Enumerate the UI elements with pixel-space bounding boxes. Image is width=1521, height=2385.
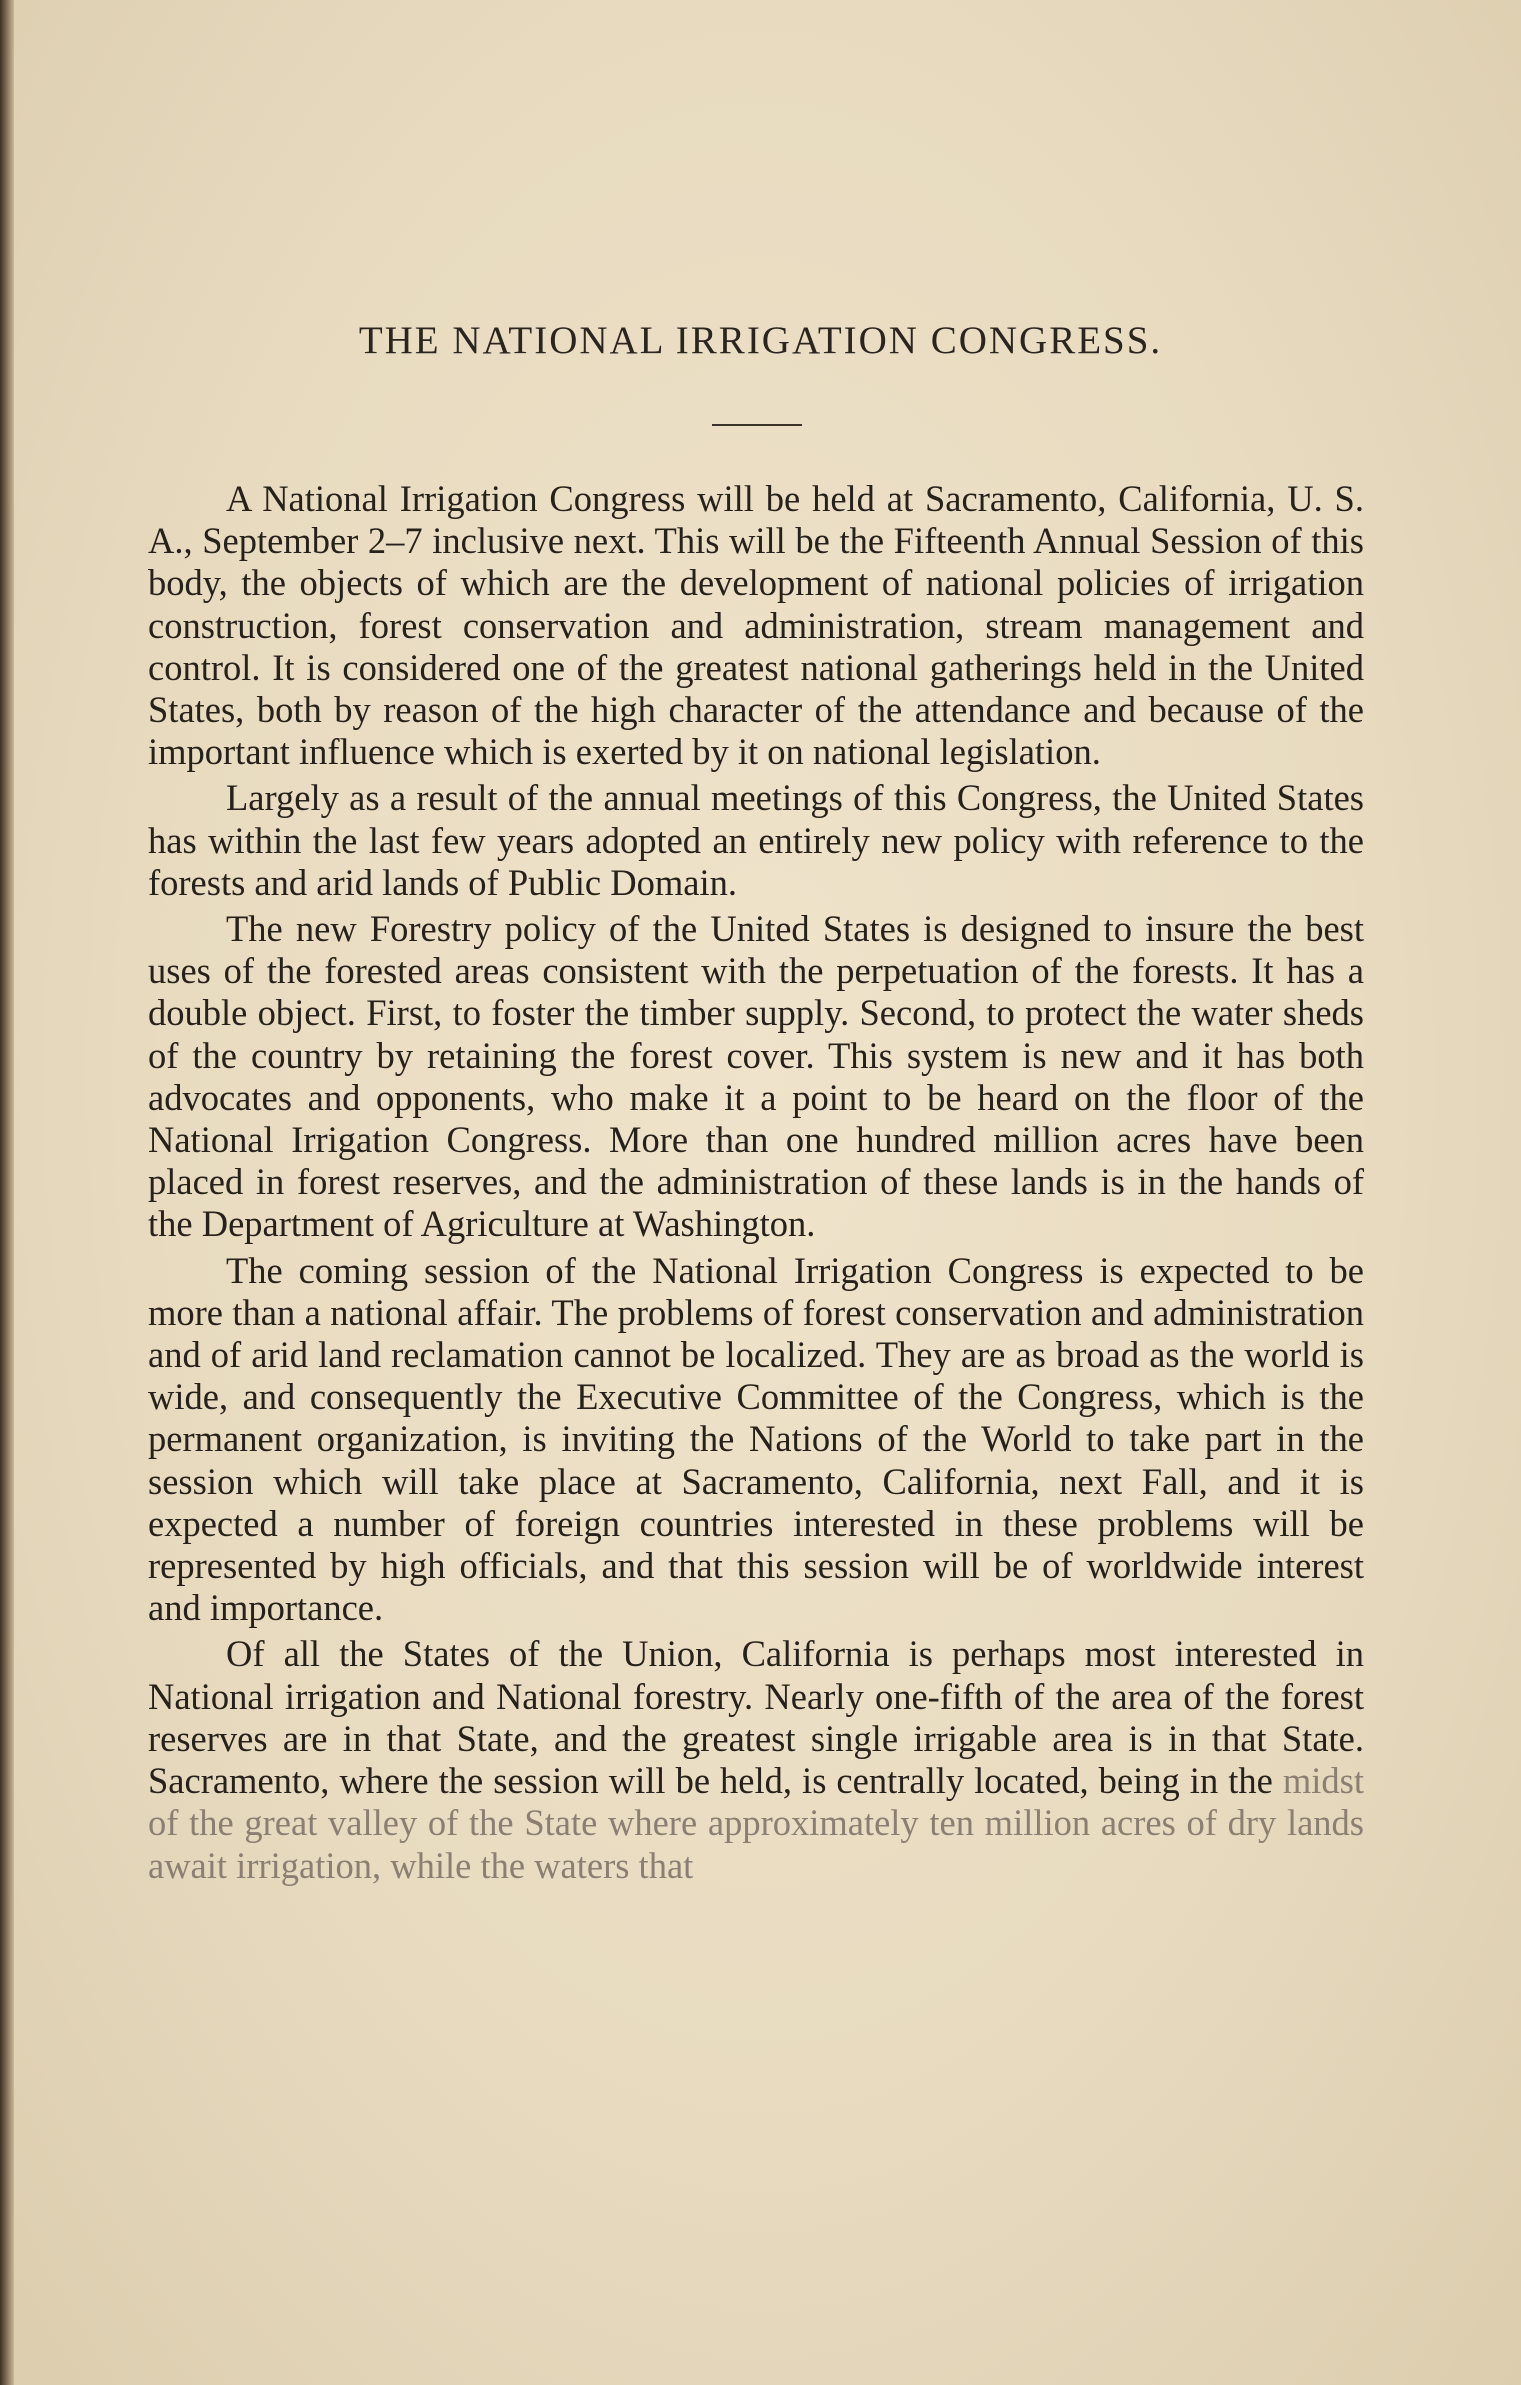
paragraph-2: Largely as a result of the annual meetings of this Congress, the United States has within the last few years adopted an entirely new policy with reference to the forests and arid lands of Public Domain. <box>148 777 1364 903</box>
article-body <box>148 478 1364 1891</box>
paragraph-5 <box>148 1633 1364 1886</box>
paragraph-3: The new Forestry policy of the United States is designed to insure the best uses of the forested areas consistent with the perpetuation of the forests. It has a double object. First, to foster the timber supply. Second, to protect the water sheds of the country by retaining the forest cover. This system is new and it has both advocates and opponents, who make it a point to be heard on the floor of the National Irrigation Congress. More than one hundred million acres have been placed in forest reserves, and the administration of these lands is in the hands of the Department of Agriculture at Washington. <box>148 908 1364 1245</box>
paragraph-5-faint: midst of the great valley of the State where approximately ten million acres of dry lands await irrigation, while the waters that <box>148 1760 1364 1886</box>
page-title: THE NATIONAL IRRIGATION CONGRESS. <box>358 319 1163 362</box>
paragraph-1: A National Irrigation Congress will be held at Sacramento, California, U. S. A., September 2–7 inclusive next. This will be the Fifteenth Annual Session of this body, the objects of which are the development of national policies of irrigation construction, forest conservation and administration, stream management and control. It is considered one of the greatest national gatherings held in the United States, both by reason of the high character of the attendance and because of the important influence which is exerted by it on national legislation. <box>148 478 1364 773</box>
paragraph-5-main: Of all the States of the Union, California is perhaps most interested in National irrigation and National forestry. Nearly one-fifth of the area of the forest reserves are in that State, and the greatest single irrigable area is in that State. Sacramento, where the session will be held, is centrally located, being in the <box>148 1633 1364 1802</box>
paragraph-4: The coming session of the National Irrigation Congress is expected to be more than a national affair. The problems of forest conservation and administration and of arid land reclamation cannot be localized. They are as broad as the world is wide, and consequently the Executive Committee of the Congress, which is the permanent organization, is inviting the Nations of the World to take part in the session which will take place at Sacramento, California, next Fall, and it is expected a number of foreign countries interested in these problems will be represented by high officials, and that this session will be of worldwide interest and importance. <box>148 1249 1364 1629</box>
title-divider <box>712 424 802 426</box>
